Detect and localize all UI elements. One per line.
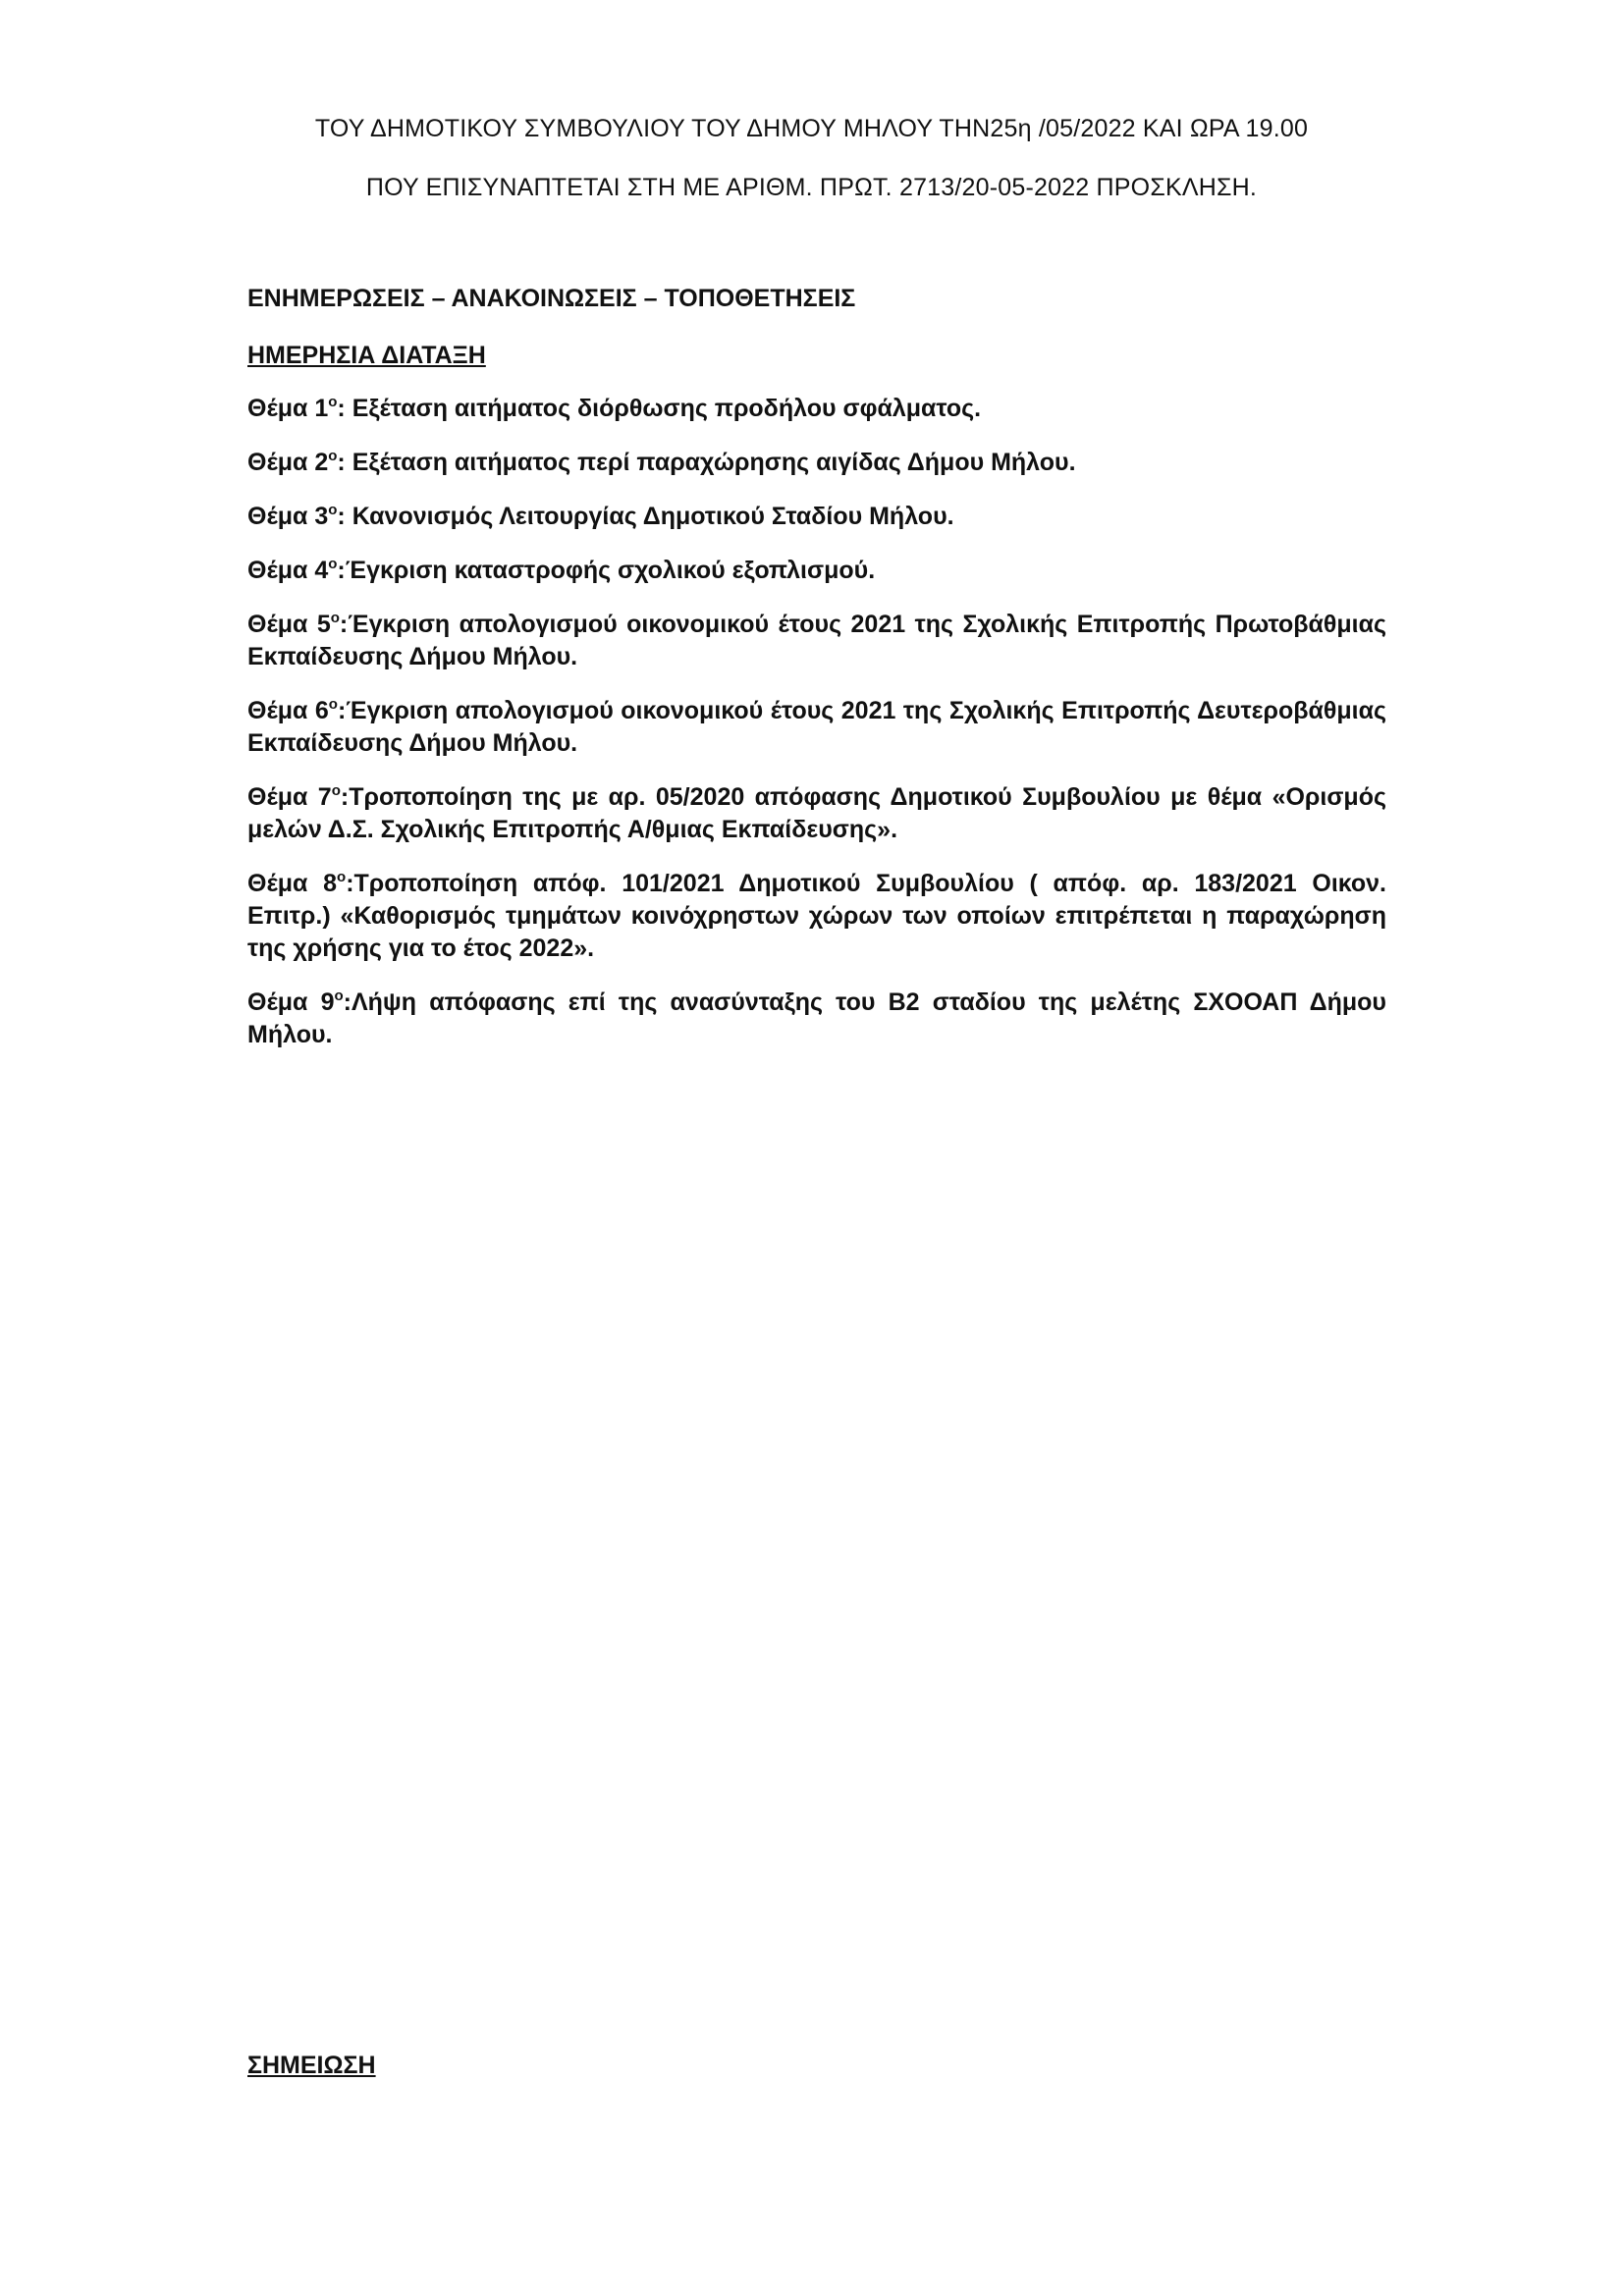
topic-text: :Έγκριση απολογισμού οικονομικού έτους 2021 της Σχολικής Επιτροπής Πρωτοβάθμιας Εκπαίδευσης Δήμου Μήλου.: [247, 611, 1386, 670]
section-title: ΕΝΗΜΕΡΩΣΕΙΣ – ΑΝΑΚΟΙΝΩΣΕΙΣ – ΤΟΠΟΘΕΤΗΣΕΙΣ: [247, 285, 856, 312]
topic-ordinal: ο: [334, 988, 344, 1004]
topic-prefix: Θέμα 4: [247, 557, 329, 584]
topic-text: :Τροποποίηση της με αρ. 05/2020 απόφασης Δημοτικού Συμβουλίου με θέμα «Ορισμός μελών Δ.Σ. Σχολικής Επιτροπής Α/θμιας Εκπαίδευσης».: [247, 783, 1386, 843]
note-title: ΣΗΜΕΙΩΣΗ: [247, 2052, 376, 2079]
topic-prefix: Θέμα 6: [247, 697, 329, 724]
topic-prefix: Θέμα 2: [247, 449, 329, 476]
topic-text: : Κανονισμός Λειτουργίας Δημοτικού Σταδίου Μήλου.: [337, 503, 954, 530]
agenda-title: ΗΜΕΡΗΣΙΑ ΔΙΑΤΑΞΗ: [247, 342, 486, 369]
agenda-topic-3: [247, 501, 1386, 533]
topic-ordinal: ο: [328, 556, 338, 572]
agenda-topic-2: [247, 447, 1386, 479]
topic-text: :Τροποποίηση απόφ. 101/2021 Δημοτικού Συμβουλίου ( απόφ. αρ. 183/2021 Οικον. Επιτρ.) «Καθορισμός τμημάτων κοινόχρηστων χώρων των οποίων επιτρέπεται η παραχώρηση της χρήσης για το έτος 2022».: [247, 870, 1386, 962]
agenda-topic-6: [247, 695, 1386, 760]
header-line-2: ΠΟΥ ΕΠΙΣΥΝΑΠΤΕΤΑΙ ΣΤΗ ΜΕ ΑΡΙΘΜ. ΠΡΩΤ. 2713/20-05-2022 ΠΡΟΣΚΛΗΣΗ.: [365, 174, 1258, 201]
topic-prefix: Θέμα 9: [247, 988, 335, 1016]
topic-ordinal: ο: [328, 448, 338, 464]
topic-prefix: Θέμα 7: [247, 783, 332, 811]
agenda-topic-1: [247, 393, 1386, 425]
agenda-topic-5: [247, 609, 1386, 673]
topic-text: : Εξέταση αιτήματος διόρθωσης προδήλου σφάλματος.: [337, 395, 982, 422]
topic-prefix: Θέμα 8: [247, 870, 338, 897]
topic-text: : Εξέταση αιτήματος περί παραχώρησης αιγίδας Δήμου Μήλου.: [337, 449, 1076, 476]
topic-ordinal: ο: [328, 696, 338, 713]
topic-ordinal: ο: [331, 782, 341, 799]
topic-prefix: Θέμα 5: [247, 611, 331, 638]
topic-prefix: Θέμα 1: [247, 395, 329, 422]
topic-prefix: Θέμα 3: [247, 503, 329, 530]
topic-text: :Έγκριση καταστροφής σχολικού εξοπλισμού.: [337, 557, 876, 584]
topic-ordinal: ο: [337, 869, 347, 885]
topic-text: :Έγκριση απολογισμού οικονομικού έτους 2021 της Σχολικής Επιτροπής Δευτεροβάθμιας Εκπαίδευσης Δήμου Μήλου.: [247, 697, 1386, 757]
topic-ordinal: ο: [330, 610, 340, 626]
document-body: [247, 283, 1386, 1073]
agenda-topic-8: [247, 868, 1386, 965]
topic-ordinal: ο: [328, 394, 338, 410]
agenda-topic-7: [247, 781, 1386, 846]
agenda-topic-4: [247, 555, 1386, 587]
topic-ordinal: ο: [328, 502, 338, 518]
agenda-topic-9: [247, 987, 1386, 1051]
topic-text: :Λήψη απόφασης επί της ανασύνταξης του Β2 σταδίου της μελέτης ΣΧΟΟΑΠ Δήμου Μήλου.: [247, 988, 1386, 1048]
header-line-1: ΤΟΥ ΔΗΜΟΤΙΚΟΥ ΣΥΜΒΟΥΛΙΟΥ ΤΟΥ ΔΗΜΟΥ ΜΗΛΟΥ ΤΗΝ25η /05/2022 ΚΑΙ ΩΡΑ 19.00: [314, 115, 1309, 142]
